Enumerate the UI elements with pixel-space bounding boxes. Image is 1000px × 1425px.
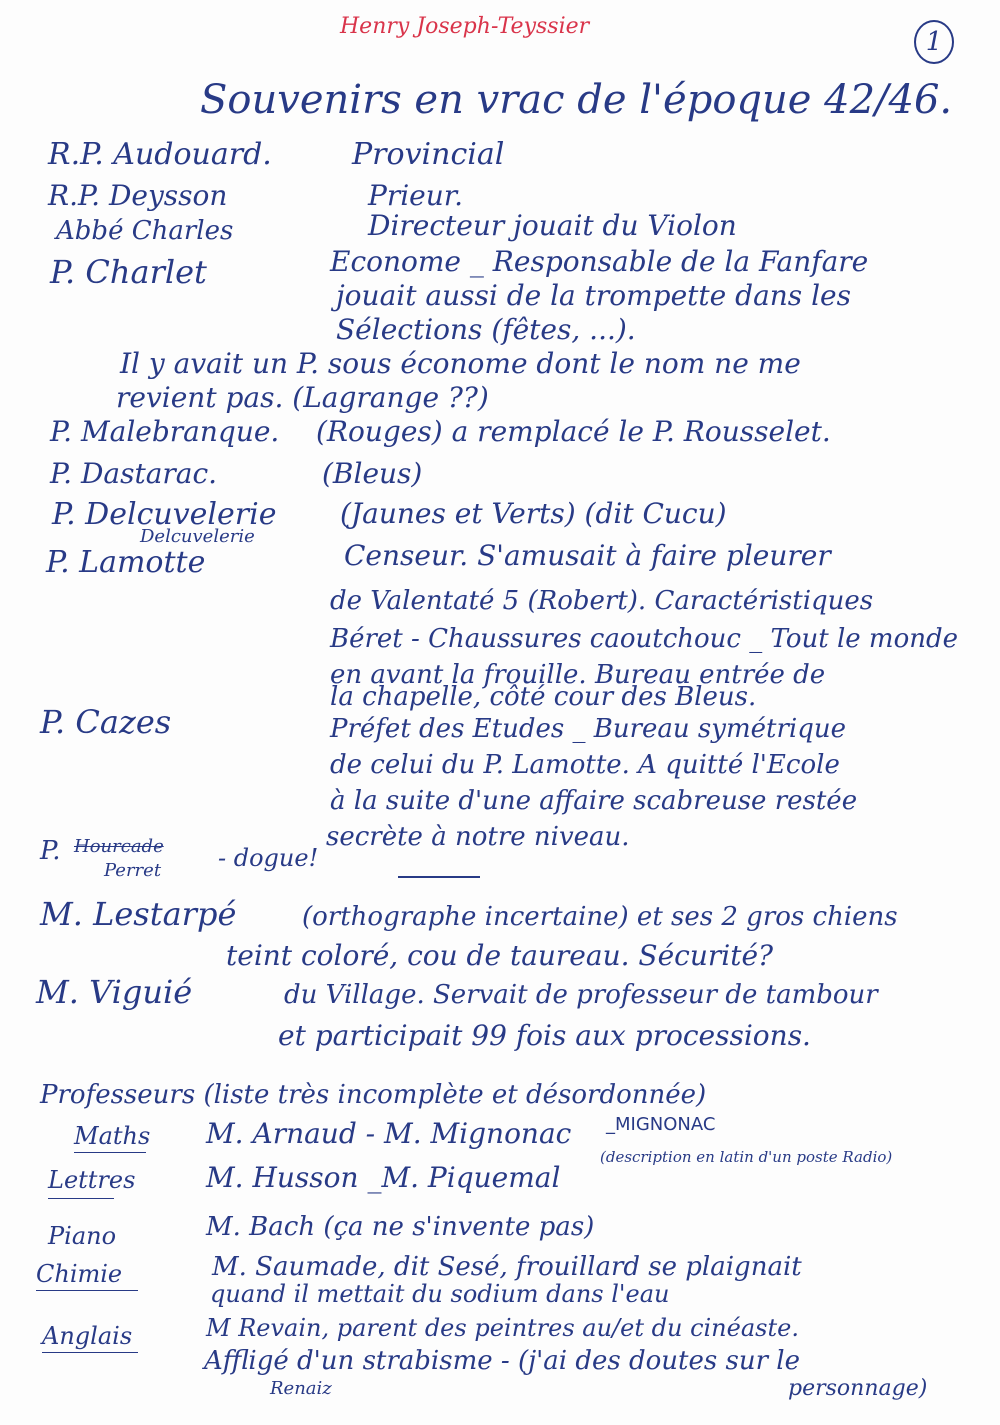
staff-role-lamotte-line2: de Valentaté 5 (Robert). Caractéristiques bbox=[330, 586, 874, 616]
professors-anglais-line2: Affligé d'un strabisme - (j'ai des doutes sur le bbox=[204, 1346, 800, 1376]
subject-anglais: Anglais bbox=[42, 1322, 133, 1350]
professors-lettres-note: (description en latin d'un poste Radio) bbox=[600, 1148, 893, 1166]
staff-role-dastarac: (Bleus) bbox=[322, 457, 423, 490]
viguie-line1: du Village. Servait de professeur de tambour bbox=[284, 980, 878, 1010]
staff-name-delcuvelerie: P. Delcuvelerie bbox=[52, 497, 277, 532]
professors-anglais-note: Renaiz bbox=[270, 1378, 332, 1399]
staff-role-lamotte: Censeur. S'amusait à faire pleurer bbox=[344, 539, 831, 572]
staff-name-deysson: R.P. Deysson bbox=[48, 179, 228, 212]
staff-role-deysson: Prieur. bbox=[368, 179, 463, 212]
professors-chimie-line2: quand il mettait du sodium dans l'eau bbox=[210, 1280, 670, 1308]
professors-lettres: M. Husson _M. Piquemal bbox=[206, 1161, 561, 1194]
staff-role-malebranque: (Rouges) a remplacé le P. Rousselet. bbox=[316, 415, 831, 448]
subject-maths-underline bbox=[74, 1152, 146, 1153]
lestarpe-line1: (orthographe incertaine) et ses 2 gros chiens bbox=[302, 902, 898, 932]
professors-anglais: M Revain, parent des peintres au/et du cinéaste. bbox=[206, 1314, 799, 1342]
staff-name-charlet: P. Charlet bbox=[50, 253, 207, 291]
staff-role-charlet-line2: jouait aussi de la trompette dans les bbox=[336, 279, 851, 312]
perret-struck-name: Hourcade bbox=[74, 836, 164, 857]
page-number: 1 bbox=[914, 20, 954, 64]
note-sous-econome-line1: Il y avait un P. sous économe dont le nom ne me bbox=[120, 347, 801, 380]
staff-role-lamotte-line4: en avant la frouille. Bureau entrée de bbox=[330, 660, 826, 690]
professors-maths: M. Arnaud - M. Mignonac bbox=[206, 1117, 572, 1150]
staff-name-charles: Abbé Charles bbox=[56, 216, 234, 246]
viguie-name: M. Viguié bbox=[36, 973, 193, 1011]
staff-role-delcuvelerie: (Jaunes et Verts) (dit Cucu) bbox=[340, 497, 727, 530]
subject-piano: Piano bbox=[48, 1222, 117, 1250]
staff-role-charles: Directeur jouait du Violon bbox=[368, 209, 737, 242]
subject-maths: Maths bbox=[74, 1122, 151, 1150]
professors-piano: M. Bach (ça ne s'invente pas) bbox=[206, 1212, 595, 1242]
staff-role-lamotte-line5: la chapelle, côté cour des Bleus. bbox=[330, 682, 757, 712]
lestarpe-name: M. Lestarpé bbox=[40, 895, 237, 933]
subject-lettres: Lettres bbox=[48, 1166, 136, 1194]
perret-text: - dogue! bbox=[218, 844, 319, 872]
note-sous-econome-line2: revient pas. (Lagrange ??) bbox=[116, 381, 489, 414]
author-name: Henry Joseph-Teyssier bbox=[340, 14, 590, 39]
page-title: Souvenirs en vrac de l'époque 42/46. bbox=[200, 77, 953, 123]
staff-name-lamotte: P. Lamotte bbox=[46, 545, 206, 580]
staff-role-cazes-line4: secrète à notre niveau. bbox=[326, 822, 630, 852]
professeurs-heading: Professeurs (liste très incomplète et désordonnée) bbox=[40, 1080, 707, 1110]
lamotte-correction: Delcuvelerie bbox=[140, 526, 255, 547]
staff-name-dastarac: P. Dastarac. bbox=[50, 457, 218, 490]
professors-anglais-line3: personnage) bbox=[788, 1376, 928, 1401]
staff-name-cazes: P. Cazes bbox=[40, 703, 172, 741]
viguie-line2: et participait 99 fois aux processions. bbox=[278, 1019, 811, 1052]
subject-lettres-underline bbox=[48, 1198, 114, 1199]
staff-role-charlet: Econome _ Responsable de la Fanfare bbox=[330, 245, 869, 278]
staff-role-audouard: Provincial bbox=[352, 137, 505, 172]
staff-role-cazes-line3: à la suite d'une affaire scabreuse restée bbox=[330, 786, 858, 816]
subject-anglais-underline bbox=[42, 1352, 138, 1353]
subject-chimie-underline bbox=[36, 1290, 138, 1291]
staff-role-charlet-line3: Sélections (fêtes, ...). bbox=[336, 313, 636, 346]
perret-correction: Perret bbox=[104, 860, 162, 881]
staff-role-cazes: Préfet des Etudes _ Bureau symétrique bbox=[330, 714, 846, 744]
subject-chimie: Chimie bbox=[36, 1260, 123, 1288]
section-divider bbox=[398, 876, 480, 878]
lestarpe-line2: teint coloré, cou de taureau. Sécurité? bbox=[226, 939, 774, 972]
professors-maths-note: _MIGNONAC bbox=[606, 1114, 716, 1135]
staff-role-cazes-line2: de celui du P. Lamotte. A quitté l'Ecole bbox=[330, 750, 840, 780]
staff-name-malebranque: P. Malebranque. bbox=[50, 415, 280, 448]
staff-name-audouard: R.P. Audouard. bbox=[48, 137, 272, 172]
staff-role-lamotte-line3: Béret - Chaussures caoutchouc _ Tout le monde bbox=[330, 624, 958, 654]
perret-prefix: P. bbox=[40, 836, 61, 866]
professors-chimie: M. Saumade, dit Sesé, frouillard se plaignait bbox=[212, 1252, 802, 1282]
